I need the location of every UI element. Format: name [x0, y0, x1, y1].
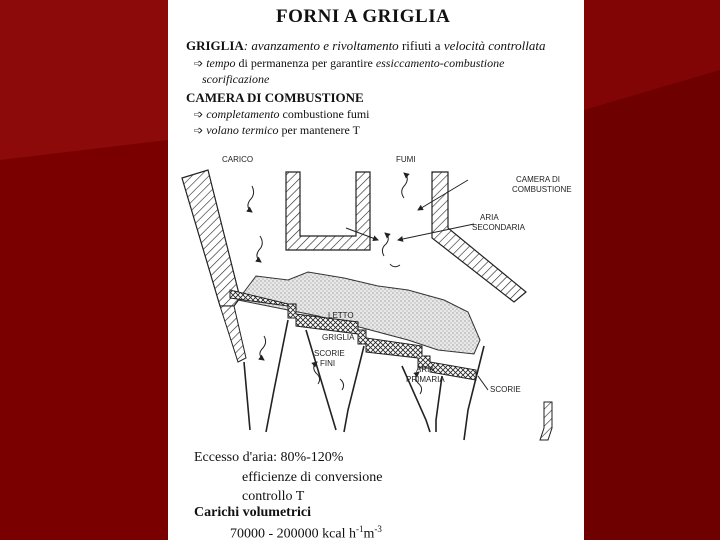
camera-heading: CAMERA DI COMBUSTIONE: [186, 90, 364, 105]
label-aria-secondaria-2: SECONDARIA: [472, 223, 525, 232]
permanenza-line: [194, 56, 504, 71]
volano-2: per mantenere T: [278, 123, 360, 137]
label-scorie: SCORIE: [490, 385, 521, 394]
slide-page: [168, 0, 584, 540]
griglia-line: [186, 38, 546, 54]
griglia-desc-3: velocità controllata: [443, 38, 546, 53]
griglia-label: GRIGLIA: [186, 38, 244, 53]
label-griglia: GRIGLIA: [322, 333, 355, 342]
label-carico: CARICO: [222, 155, 254, 164]
label-camera-1: CAMERA DI: [516, 175, 561, 184]
unit-m-exponent: -3: [374, 524, 382, 534]
label-aria-secondaria-1: ARIA: [480, 213, 499, 222]
permanenza-3: essiccamento-combustione: [375, 56, 505, 70]
slide-title: FORNI A GRIGLIA: [276, 6, 451, 27]
carichi-value: [230, 524, 382, 540]
efficienze: efficienze di conversione: [242, 470, 383, 485]
volano-line: [194, 123, 360, 138]
carichi-heading: Carichi volumetrici: [194, 505, 312, 520]
label-camera-2: COMBUSTIONE: [512, 185, 572, 194]
flue-duct: [286, 172, 370, 250]
left-hopper-wall: [220, 306, 246, 362]
unit-h-exponent: -1: [355, 524, 364, 534]
griglia-desc-1: : avanzamento e rivoltamento: [243, 38, 399, 53]
feed-chute-wall: [182, 170, 240, 306]
label-fumi: FUMI: [396, 155, 416, 164]
arrow-bullet-icon: ➩: [194, 57, 204, 70]
grate-furnace-diagram: [168, 140, 584, 445]
permanenza-2: di permanenza per garantire: [235, 56, 376, 70]
completamento-line: [194, 107, 370, 122]
volano-1: volano termico: [206, 123, 279, 137]
hopper-4: [464, 346, 484, 440]
controllo-t: controllo T: [242, 489, 305, 504]
griglia-desc-2: rifiuti a: [398, 38, 444, 53]
slag-chute: [540, 402, 552, 440]
label-aria-primaria-1: ARIA: [416, 365, 435, 374]
label-scorie-fini-1: SCORIE: [314, 349, 345, 358]
arrow-bullet-icon: ➩: [194, 108, 204, 121]
scorificazione-line: scorificazione: [202, 72, 270, 86]
completamento-1: completamento: [206, 107, 280, 121]
completamento-2: combustione fumi: [279, 107, 370, 121]
hopper-1: [244, 320, 288, 432]
label-scorie-fini-2: FINI: [320, 359, 336, 368]
carichi-number: 70000 - 200000 kcal h: [230, 526, 356, 540]
arrow-bullet-icon: ➩: [194, 124, 204, 137]
hopper-2: [306, 330, 364, 432]
eccesso-aria: Eccesso d'aria: 80%-120%: [194, 450, 344, 465]
unit-m: m: [363, 526, 375, 540]
permanenza-1: tempo: [206, 56, 236, 70]
label-aria-primaria-2: PRIMARIA: [406, 375, 445, 384]
label-letto: LETTO: [328, 311, 354, 320]
